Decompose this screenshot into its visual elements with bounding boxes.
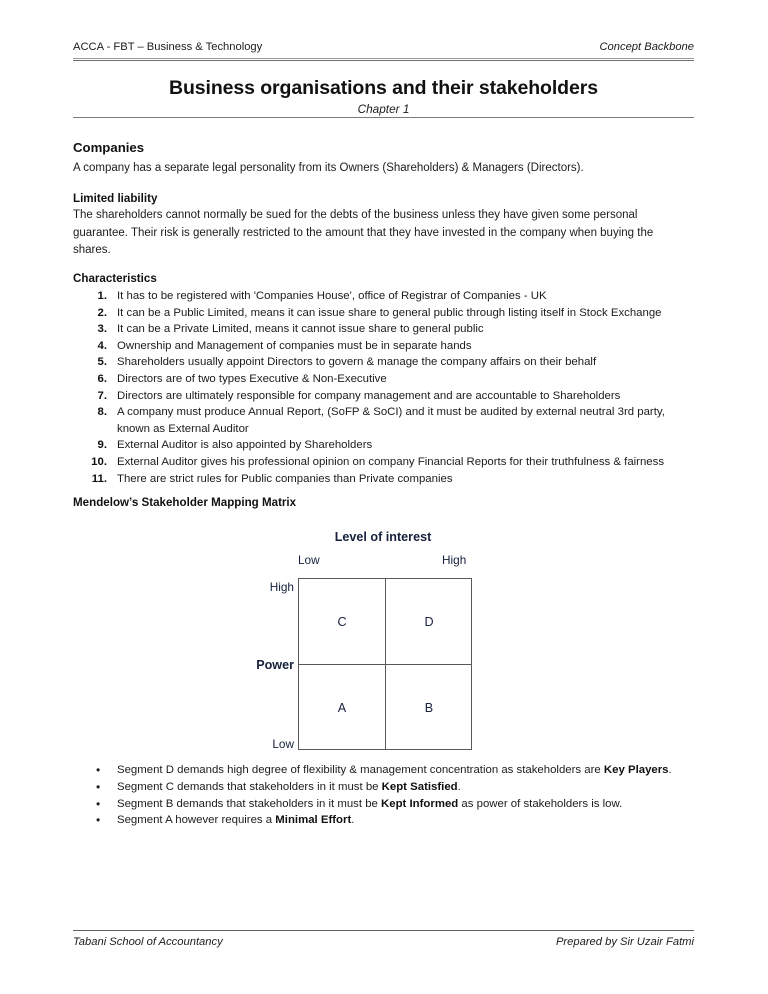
page-title: Business organisations and their stakeholders: [169, 77, 598, 99]
header-rule-thick: [73, 60, 694, 61]
header-rule-thin: [73, 58, 694, 59]
matrix-x-axis-title: Level of interest: [334, 530, 432, 544]
list-item: [73, 338, 694, 355]
list-item: [73, 796, 694, 813]
list-item-number: 4.: [97, 339, 107, 352]
list-item-text: Segment D demands high degree of flexibility & management concentration as stakeholders are: [117, 764, 604, 776]
list-item-number: 10.: [91, 455, 107, 468]
list-item-number: 5.: [97, 356, 107, 369]
matrix-y-axis-title: Power: [256, 658, 294, 672]
matrix-cell-a: A: [337, 700, 347, 715]
list-item-number: 8.: [97, 406, 107, 419]
list-item: [73, 305, 694, 322]
list-item-emphasis: Kept Satisfied: [381, 780, 458, 793]
matrix-grid: [298, 578, 472, 750]
heading-mendelow: Mendelow’s Stakeholder Mapping Matrix: [73, 496, 297, 509]
page-subtitle: Chapter 1: [357, 102, 410, 116]
list-item: [73, 388, 694, 405]
list-item-text-tail: .: [668, 764, 672, 776]
header-right-text: Concept Backbone: [599, 41, 694, 53]
heading-limited-liability: Limited liability: [73, 192, 158, 205]
matrix-y-high-label: High: [269, 580, 294, 594]
matrix-x-low-label: Low: [298, 553, 320, 567]
footer-left-text: Tabani School of Accountancy: [73, 936, 223, 948]
matrix-cell-b: B: [424, 700, 434, 715]
list-item-emphasis: Kept Informed: [381, 797, 459, 810]
list-item-text: Ownership and Management of companies must be in separate hands: [117, 339, 472, 352]
list-item-text: Segment A however requires a: [117, 814, 276, 827]
list-item-text: Segment C demands that stakeholders in it must be: [117, 780, 382, 793]
list-item-emphasis: Minimal Effort: [275, 814, 352, 827]
bullet-icon: •: [96, 763, 101, 777]
list-item-text: It can be a Private Limited, means it cannot issue share to general public: [117, 323, 484, 336]
bullet-icon: •: [96, 813, 101, 828]
list-item: [73, 437, 694, 454]
list-item: [73, 454, 694, 471]
list-item-text: External Auditor is also appointed by Shareholders: [117, 439, 373, 452]
list-item-number: 2.: [97, 306, 107, 319]
list-item: [73, 762, 694, 779]
list-item-emphasis: Key Players: [603, 764, 669, 776]
segment-explanation-list: [73, 762, 694, 829]
matrix-y-low-label: Low: [272, 737, 294, 751]
list-item: [73, 371, 694, 388]
list-item-text: There are strict rules for Public companies than Private companies: [117, 472, 453, 485]
footer-rule: [73, 930, 694, 931]
list-item-text-tail: .: [351, 814, 355, 827]
list-item: [73, 779, 694, 796]
list-item-number: 7.: [97, 389, 107, 402]
list-item-text-tail: as power of stakeholders is low.: [458, 797, 623, 810]
list-item: [73, 354, 694, 371]
matrix-x-high-label: High: [442, 553, 467, 567]
paragraph-companies: A company has a separate legal personality from its Owners (Shareholders) & Managers (Directors).: [73, 162, 584, 174]
running-footer: [73, 936, 694, 948]
list-item-text: Segment B demands that stakeholders in it must be: [117, 797, 382, 810]
title-rule: [73, 117, 694, 118]
list-item: [73, 288, 694, 305]
list-item-text-tail: .: [457, 780, 461, 793]
list-item-number: 11.: [91, 472, 107, 485]
list-item-text: Shareholders usually appoint Directors to govern & manage the company affairs on their behalf: [117, 356, 597, 369]
bullet-icon: •: [96, 779, 101, 794]
list-item-number: 3.: [97, 323, 107, 336]
matrix-cell-c: C: [337, 614, 347, 629]
list-item: [73, 471, 694, 488]
list-item-text: External Auditor gives his professional opinion on company Financial Reports for their truthfulness & fairness: [117, 455, 665, 468]
footer-right-text: Prepared by Sir Uzair Fatmi: [555, 936, 694, 948]
list-item-number: 1.: [97, 290, 107, 302]
list-item-number: 6.: [97, 372, 107, 385]
list-item-text: It has to be registered with 'Companies House', office of Registrar of Companies - UK: [117, 290, 547, 302]
list-item-number: 9.: [97, 439, 107, 452]
list-item: [73, 404, 694, 437]
heading-characteristics: Characteristics: [73, 272, 157, 285]
header-left-text: ACCA - FBT – Business & Technology: [73, 41, 263, 53]
paragraph-limited-liability: The shareholders cannot normally be sued for the debts of the business unless they have given some personal guarantee. Their risk is generally restricted to the amount that they have invested in the company when buying the shares.: [73, 209, 654, 256]
list-item: [73, 321, 694, 338]
list-item: [73, 812, 694, 829]
running-header: [73, 41, 694, 53]
list-item-text: Directors are of two types Executive & Non-Executive: [117, 372, 387, 385]
matrix-cell-d: D: [424, 614, 434, 629]
list-item-text: It can be a Public Limited, means it can issue share to general public through listing itself in Stock Exchange: [117, 306, 662, 319]
list-item-text: A company must produce Annual Report, (SoFP & SoCI) and it must be audited by external neutral 3rd party, known as External Auditor: [117, 406, 665, 435]
list-item-text: Directors are ultimately responsible for company management and are accountable to Shareholders: [117, 389, 621, 402]
characteristics-list: [73, 288, 694, 487]
heading-companies: Companies: [73, 140, 145, 155]
bullet-icon: •: [96, 796, 101, 811]
